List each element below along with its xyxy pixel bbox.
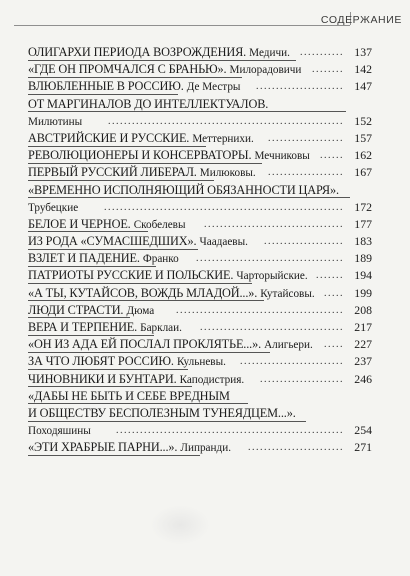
toc-page-number: 254 bbox=[354, 423, 372, 438]
toc-entry-subject: Франко bbox=[142, 253, 179, 266]
toc-entry[interactable] bbox=[28, 147, 372, 164]
toc-entry-subject: Чаадаевы. bbox=[199, 236, 248, 249]
toc-entry-subject: Барклаи. bbox=[140, 322, 182, 334]
toc-entry-subject: Медичи. bbox=[249, 47, 290, 59]
toc-page-number: 227 bbox=[354, 337, 372, 352]
toc-page-number: 162 bbox=[354, 148, 372, 163]
toc-entry-subject: Де Местры bbox=[186, 81, 241, 94]
toc-entry-title: «ЭТИ ХРАБРЫЕ ПАРНИ...». bbox=[28, 440, 178, 455]
toc-entry-title: АВСТРИЙСКИЕ И РУССКИЕ. bbox=[28, 130, 190, 145]
toc-entry[interactable] bbox=[28, 182, 372, 199]
leader-dots: ..... bbox=[324, 287, 344, 299]
toc-page-number: 271 bbox=[354, 440, 372, 455]
toc-entry-subject: Милорадовичи bbox=[229, 64, 302, 77]
leader-dots: ..................................... bbox=[196, 253, 344, 265]
toc-entry-title: ОЛИГАРХИ ПЕРИОДА ВОЗРОЖДЕНИЯ. bbox=[28, 45, 247, 59]
toc-page-number: 167 bbox=[354, 165, 372, 180]
toc-page-number: 217 bbox=[354, 320, 372, 334]
toc-entry-subject: Трубецкие bbox=[28, 201, 79, 214]
leader-dots: ...................... bbox=[256, 81, 344, 93]
toc-entry-title: ЛЮДИ СТРАСТИ. bbox=[28, 302, 124, 317]
toc-entry[interactable] bbox=[28, 371, 372, 388]
leader-dots: .......................... bbox=[240, 356, 344, 368]
toc-entry-subject: Меттернихи. bbox=[192, 132, 254, 145]
leader-dots: ...... bbox=[320, 150, 344, 162]
toc-entry[interactable] bbox=[28, 96, 372, 113]
toc-entry-title: ЧИНОВНИКИ И БУНТАРИ. bbox=[28, 371, 177, 386]
leader-dots: ................... bbox=[268, 167, 344, 179]
leader-dots: ........... bbox=[300, 47, 344, 58]
toc-entry[interactable] bbox=[28, 319, 372, 336]
toc-entry[interactable] bbox=[28, 285, 372, 302]
toc-entry-subject: Походяшины bbox=[28, 425, 91, 438]
toc-entry-title: «А ТЫ, КУТАЙСОВ, ВОЖДЬ МЛАДОЙ...». bbox=[28, 285, 258, 300]
toc-entry-subject: Алигьери. bbox=[264, 339, 313, 352]
leader-dots: ......................................................... bbox=[116, 425, 344, 437]
header-rule bbox=[14, 25, 350, 26]
toc-page-number: 237 bbox=[354, 354, 372, 369]
toc-entry-text bbox=[28, 199, 78, 217]
leader-dots: ............................................................ bbox=[104, 201, 344, 213]
toc-entry[interactable] bbox=[28, 216, 372, 233]
leader-dots: ........................ bbox=[248, 442, 344, 454]
toc-entry-subject: Милюковы. bbox=[199, 167, 256, 180]
leader-dots: .......................................... bbox=[176, 304, 344, 316]
toc-page-number: 152 bbox=[354, 113, 372, 128]
toc-page-number: 194 bbox=[354, 268, 372, 283]
page-shadow bbox=[150, 505, 210, 545]
toc-entry-subject: Дюма bbox=[126, 304, 155, 317]
toc-page-number: 199 bbox=[354, 285, 372, 300]
toc-page-number: 147 bbox=[354, 79, 372, 94]
toc-entry-subject: Каподистрия. bbox=[179, 373, 245, 386]
toc-page-number: 208 bbox=[354, 302, 372, 317]
toc-entry-title: «ВРЕМЕННО ИСПОЛНЯЮЩИЙ ОБЯЗАННОСТИ ЦАРЯ». bbox=[28, 182, 339, 197]
toc-entry-subject: Скобелевы bbox=[133, 218, 186, 231]
leader-dots: .................................... bbox=[200, 322, 344, 333]
toc-entry-title: ИЗ РОДА «СУМАСШЕДШИХ». bbox=[28, 234, 197, 249]
toc-entry-subject: Милютины bbox=[28, 115, 83, 128]
toc-entry-title: «ОН ИЗ АДА ЕЙ ПОСЛАЛ ПРОКЛЯТЬЕ...». bbox=[28, 337, 262, 352]
leader-dots: .................... bbox=[264, 236, 344, 248]
toc-entry[interactable] bbox=[28, 250, 372, 267]
toc-entry-title: ЗА ЧТО ЛЮБЯТ РОССИЮ. bbox=[28, 354, 174, 369]
toc-page-number: 157 bbox=[354, 130, 372, 145]
leader-dots: ....... bbox=[316, 270, 344, 282]
toc-entry[interactable] bbox=[28, 130, 372, 147]
toc-entry-title: ПАТРИОТЫ РУССКИЕ И ПОЛЬСКИЕ. bbox=[28, 268, 234, 283]
toc-entry[interactable] bbox=[28, 164, 372, 181]
toc-entry-subject: Кульневы. bbox=[176, 356, 226, 369]
running-header: СОДЕРЖАНИЕ bbox=[320, 14, 402, 26]
toc-page-number: 172 bbox=[354, 199, 372, 214]
toc-entry[interactable] bbox=[28, 388, 372, 405]
leader-dots: ..................... bbox=[260, 373, 344, 385]
toc-page-number: 189 bbox=[354, 251, 372, 266]
toc-entry[interactable] bbox=[28, 267, 372, 284]
toc-page-number: 177 bbox=[354, 216, 372, 231]
toc-entry[interactable] bbox=[28, 302, 372, 319]
toc-entry[interactable] bbox=[28, 439, 372, 456]
toc-entry-title: ПЕРВЫЙ РУССКИЙ ЛИБЕРАЛ. bbox=[28, 165, 197, 180]
toc-page-number: 246 bbox=[354, 371, 372, 386]
toc-entry[interactable] bbox=[28, 113, 372, 130]
toc-entry-subject: Мечниковы bbox=[254, 150, 310, 163]
toc-entry-title: БЕЛОЕ И ЧЕРНОЕ. bbox=[28, 216, 131, 231]
leader-dots: ........................................................... bbox=[108, 115, 344, 127]
toc-entry-title: ВЛЮБЛЕННЫЕ В РОССИЮ. bbox=[28, 79, 184, 94]
toc-entry[interactable] bbox=[28, 78, 372, 95]
leader-dots: ................... bbox=[268, 132, 344, 144]
toc-entry-subject: Кутайсовы. bbox=[260, 287, 315, 300]
title-underline bbox=[28, 455, 200, 456]
toc-entry-text bbox=[28, 422, 91, 440]
toc-entry[interactable] bbox=[28, 61, 372, 78]
toc-entry-title: ОТ МАРГИНАЛОВ ДО ИНТЕЛЛЕКТУАЛОВ. bbox=[28, 96, 269, 111]
toc-entry[interactable] bbox=[28, 233, 372, 250]
toc-entry-title: ВЕРА И ТЕРПЕНИЕ. bbox=[28, 320, 138, 334]
toc-page-number: 142 bbox=[354, 62, 372, 77]
leader-dots: ..... bbox=[324, 339, 344, 351]
leader-dots: ........ bbox=[312, 64, 344, 76]
toc-entry[interactable] bbox=[28, 44, 372, 61]
toc-page-number: 183 bbox=[354, 234, 372, 249]
toc-entry[interactable] bbox=[28, 336, 372, 353]
toc-entry-title: ВЗЛЕТ И ПАДЕНИЕ. bbox=[28, 251, 140, 266]
table-of-contents bbox=[28, 44, 372, 457]
toc-entry[interactable] bbox=[28, 422, 372, 439]
toc-entry-subject: Чарторыйские. bbox=[236, 270, 308, 283]
toc-entry-subject: Липранди. bbox=[180, 442, 231, 455]
toc-entry-title: РЕВОЛЮЦИОНЕРЫ И КОНСЕРВАТОРЫ. bbox=[28, 148, 252, 163]
leader-dots: ................................... bbox=[204, 218, 344, 230]
toc-entry-title: И ОБЩЕСТВУ БЕСПОЛЕЗНЫМ ТУНЕЯДЦЕМ...». bbox=[28, 405, 296, 420]
toc-page-number: 137 bbox=[354, 45, 372, 59]
toc-entry-title: «ДАБЫ НЕ БЫТЬ И СЕБЕ ВРЕДНЫМ bbox=[28, 388, 230, 403]
toc-entry-title: «ГДЕ ОН ПРОМЧАЛСЯ С БРАНЬЮ». bbox=[28, 62, 227, 77]
toc-entry[interactable] bbox=[28, 199, 372, 216]
toc-entry-text bbox=[28, 113, 82, 131]
toc-entry[interactable] bbox=[28, 353, 372, 370]
toc-entry[interactable] bbox=[28, 405, 372, 422]
